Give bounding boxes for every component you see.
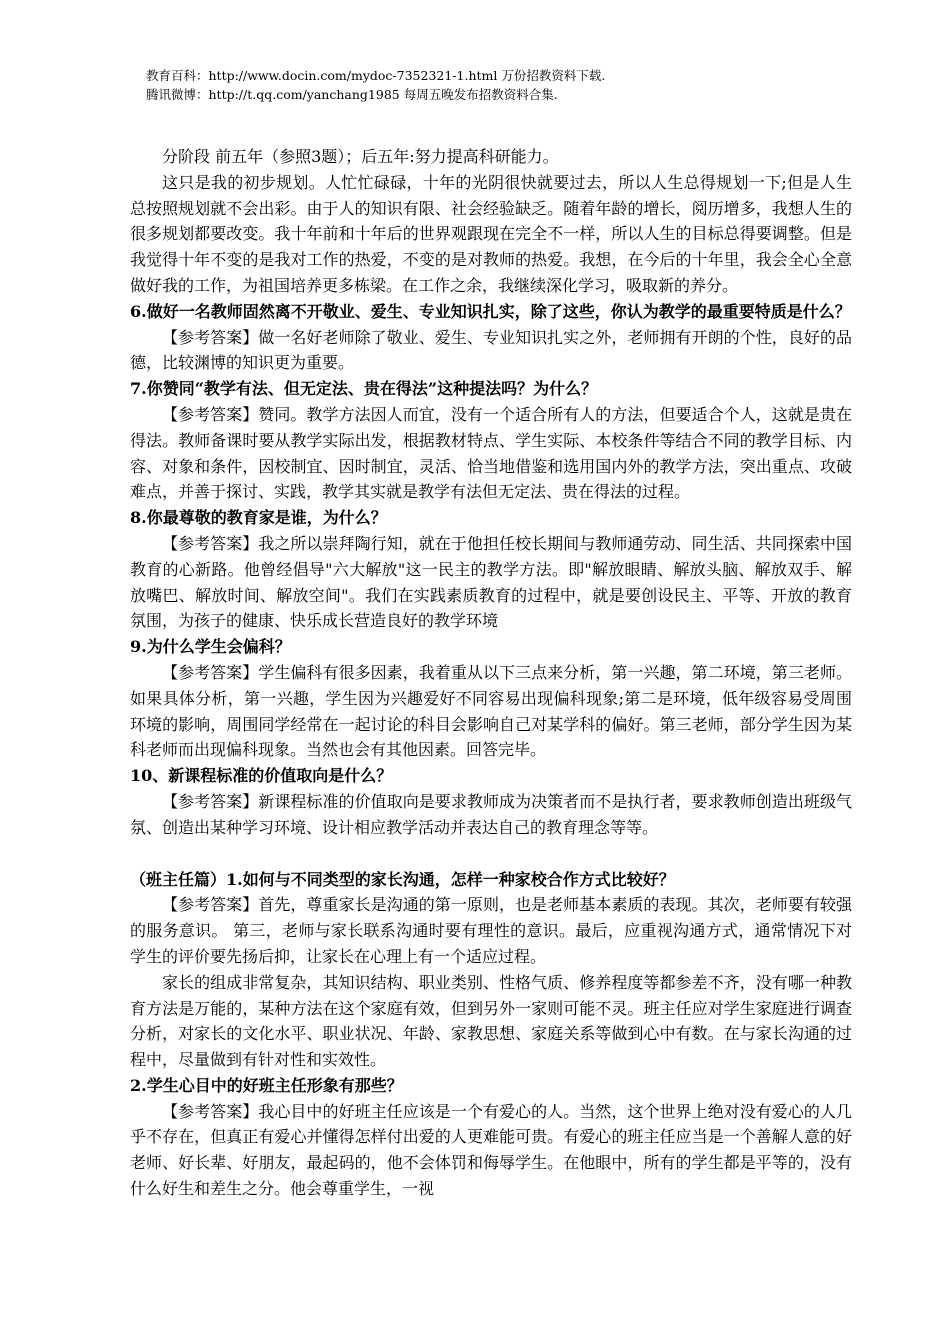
answer-10: 【参考答案】新课程标准的价值取向是要求教师成为决策者而不是执行者，要求教师创造出班级气氛、创造出某种学习环境、设计相应教学活动并表达自己的教育理念等等。	[130, 791, 852, 837]
homeroom-answer-2: 【参考答案】我心目中的好班主任应该是一个有爱心的人。当然，这个世界上绝对没有爱心的人几乎不存在，但真正有爱心并懂得怎样付出爱的人更难能可贵。有爱心的班主任应当是一个善解人意的好老师、好长辈、好朋友，最起码的，他不会体罚和侮辱学生。在他眼中，所有的学生都是平等的，没有什么好生和差生之分。他会尊重学生，一视	[130, 1101, 852, 1199]
question-7: 7.你赞同“教学有法、但无定法、贵在得法”这种提法吗？为什么？	[130, 379, 598, 399]
paragraph-plan-summary: 这只是我的初步规划。人忙忙碌碌，十年的光阴很快就要过去，所以人生总得规划一下;但是人生总按照规划就不会出彩。由于人的知识有限、社会经验缺乏。随着年龄的增长，阅历增多，我想人生的很多规划都要改变。我十年前和十年后的世界观跟现在完全不一样，所以人生的目标总得要调整。但是我觉得十年不变的是我对工作的热爱，不变的是对教师的热爱。我想，在今后的十年里，我会全心全意做好我的工作，为祖国培养更多栋梁。在工作之余，我继续深化学习，吸取新的养分。	[130, 172, 852, 295]
homeroom-question-1: （班主任篇）1.如何与不同类型的家长沟通，怎样一种家校合作方式比较好？	[130, 869, 675, 889]
section-gap	[130, 841, 852, 867]
question-10: 10、新课程标准的价值取向是什么？	[130, 766, 393, 786]
homeroom-answer-1-continued: 家长的组成非常复杂，其知识结构、职业类别、性格气质、修养程度等都参差不齐，没有哪一种教育方法是万能的，某种方法在这个家庭有效，但到另外一家则可能不灵。班主任应对学生家庭进行调查分析，对家长的文化水平、职业状况、年龄、家教思想、家庭关系等做到心中有数。在与家长沟通的过程中，尽量做到有针对性和实效性。	[130, 972, 852, 1070]
document-body	[130, 144, 852, 1202]
question-6: 6.做好一名教师固然离不开敬业、爱生、专业知识扎实，除了这些，你认为教学的最重要特质是什么？	[130, 301, 851, 321]
header-line-weibo: 腾讯微博：http://t.qq.com/yanchang1985 每周五晚发布招教资料合集.	[146, 87, 558, 102]
page-header	[146, 66, 605, 104]
header-line-docin: 教育百科：http://www.docin.com/mydoc-7352321-1.html 万份招教资料下载.	[146, 68, 606, 83]
answer-7: 【参考答案】赞同。教学方法因人而宜，没有一个适合所有人的方法，但要适合个人，这就是贵在得法。教师备课时要从教学实际出发，根据教材特点、学生实际、本校条件等结合不同的教学目标、内容、对象和条件，因校制宜、因时制宜，灵活、恰当地借鉴和选用国内外的教学方法，突出重点、攻破难点，并善于探讨、实践，教学其实就是教学有法但无定法、贵在得法的过程。	[130, 404, 852, 502]
question-8: 8.你最尊敬的教育家是谁，为什么？	[130, 508, 387, 528]
paragraph-plan-stages: 分阶段 前五年（参照3题）；后五年:努力提高科研能力。	[162, 147, 559, 166]
answer-8: 【参考答案】我之所以崇拜陶行知，就在于他担任校长期间与教师通劳动、同生活、共同探索中国教育的心新路。他曾经倡导"六大解放"这一民主的教学方法。即"解放眼睛、解放头脑、解放双手、解放嘴巴、解放时间、解放空间"。我们在实践素质教育的过程中，就是要创设民主、平等、开放的教育氛围，为孩子的健康、快乐成长营造良好的教学环境	[130, 533, 852, 631]
homeroom-answer-1: 【参考答案】首先，尊重家长是沟通的第一原则，也是老师基本素质的表现。其次，老师要有较强的服务意识。 第三，老师与家长联系沟通时要有理性的意识。最后，应重视沟通方式，通常情况下对学生的评价要先扬后抑，让家长在心理上有一个适应过程。	[130, 895, 852, 966]
answer-9: 【参考答案】学生偏科有很多因素，我着重从以下三点来分析，第一兴趣，第二环境，第三老师。如果具体分析，第一兴趣，学生因为兴趣爱好不同容易出现偏科现象;第二是环境，低年级容易受周围环境的影响，周围同学经常在一起讨论的科目会影响自己对某学科的偏好。第三老师，部分学生因为某科老师而出现偏科现象。当然也会有其他因素。回答完毕。	[130, 662, 852, 760]
homeroom-question-2: 2.学生心目中的好班主任形象有那些？	[130, 1075, 403, 1095]
answer-6: 【参考答案】做一名好老师除了敬业、爱生、专业知识扎实之外，老师拥有开朗的个性，良好的品德，比较渊博的知识更为重要。	[130, 327, 852, 373]
question-9: 9.为什么学生会偏科？	[130, 637, 291, 657]
